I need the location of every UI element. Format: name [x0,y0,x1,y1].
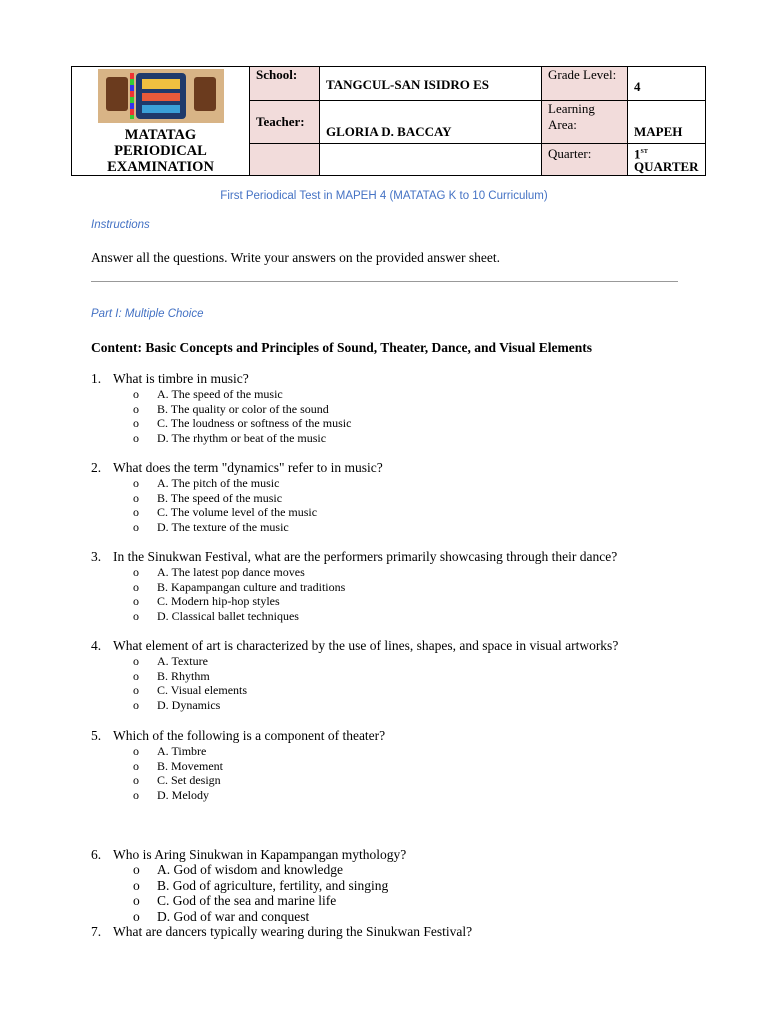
answer-option [91,594,751,609]
bullet-icon: o [133,609,139,624]
options-list [91,744,751,803]
answer-option [91,862,751,878]
bullet-icon: o [133,698,139,713]
question-number: 1. [91,371,102,386]
bullet-icon: o [133,668,139,683]
answer-option [91,698,751,713]
question-number: 2. [91,460,102,475]
test-title: First Periodical Test in MAPEH 4 (MATATAG K to 10 Curriculum) [220,190,548,202]
question-text: Which of the following is a component of theater? [113,728,386,743]
exam-header-table [71,66,706,176]
instructions-text: Answer all the questions. Write your answers on the provided answer sheet. [91,250,500,265]
option-text: D. God of war and conquest [157,908,310,924]
answer-option [91,878,751,894]
bullet-icon: o [133,908,140,924]
question-stem [91,924,751,939]
option-text: B. Movement [157,758,223,773]
answer-option [91,431,751,446]
exam-title: MATATAG PERIODICAL EXAMINATION [107,127,214,175]
question-stem [91,637,751,654]
option-text: D. Melody [157,788,209,803]
options-list [91,862,751,924]
option-text: C. Visual elements [157,683,248,698]
option-text: C. Modern hip-hop styles [157,594,280,609]
learning-area-label: Learning Area: [542,101,628,144]
question-stem [91,370,751,387]
bullet-icon: o [133,476,139,490]
bullet-icon: o [133,683,139,698]
answer-option [91,520,751,535]
answer-option [91,683,751,698]
answer-option [91,476,751,491]
option-text: C. God of the sea and marine life [157,893,337,908]
option-text: D. The texture of the music [157,520,289,535]
question-1 [91,370,751,446]
bullet-icon: o [133,520,139,535]
question-2 [91,459,751,535]
option-text: A. The speed of the music [157,387,283,401]
question-stem [91,548,751,565]
bullet-icon: o [133,877,140,893]
quarter-label: Quarter: [542,143,628,175]
question-stem [91,459,751,476]
options-list [91,387,751,446]
option-text: A. God of wisdom and knowledge [157,862,343,877]
question-number: 4. [91,638,102,653]
option-text: C. Set design [157,773,221,788]
bullet-icon: o [133,654,139,668]
answer-option [91,505,751,520]
question-text: What are dancers typically wearing during the Sinukwan Festival? [113,924,473,939]
answer-option [91,491,751,506]
option-text: C. The loudness or softness of the music [157,416,352,431]
bullet-icon: o [133,788,139,803]
answer-option [91,654,751,669]
bullet-icon: o [133,565,139,579]
answer-option [91,893,751,909]
bullet-icon: o [133,744,139,758]
answer-option [91,402,751,417]
bullet-icon: o [133,387,139,401]
answer-option [91,387,751,402]
option-text: B. The quality or color of the sound [157,401,329,416]
bullet-icon: o [133,862,140,877]
question-number: 3. [91,549,102,564]
deped-corner-logo [98,69,224,123]
question-text: What element of art is characterized by the use of lines, shapes, and space in visual artworks? [113,638,619,653]
option-text: B. Rhythm [157,668,210,683]
grade-label: Grade Level: [542,67,628,101]
question-7 [91,924,751,939]
answer-option [91,909,751,925]
bullet-icon: o [133,505,139,520]
option-text: D. Classical ballet techniques [157,609,299,624]
option-text: D. Dynamics [157,698,221,713]
bullet-icon: o [133,579,139,594]
question-4 [91,637,751,713]
option-text: A. The latest pop dance moves [157,565,305,579]
answer-option [91,759,751,774]
school-value: TANGCUL-SAN ISIDRO ES [320,67,542,101]
teacher-label: Teacher: [250,101,320,144]
empty-cell [320,143,542,175]
question-text: What is timbre in music? [113,371,249,386]
school-label: School: [250,67,320,101]
option-text: B. God of agriculture, fertility, and singing [157,877,389,893]
empty-pink-cell [250,143,320,175]
bullet-icon: o [133,431,139,446]
answer-option [91,773,751,788]
option-text: A. Texture [157,654,208,668]
question-6 [91,847,751,924]
answer-option [91,788,751,803]
question-number: 6. [91,847,102,862]
divider-line [91,281,678,282]
question-5 [91,727,751,803]
option-text: D. The rhythm or beat of the music [157,431,327,446]
answer-option [91,416,751,431]
question-number: 7. [91,924,102,939]
question-text: In the Sinukwan Festival, what are the performers primarily showcasing through their dance? [113,549,618,564]
teacher-value: GLORIA D. BACCAY [320,101,542,144]
grade-value: 4 [628,67,706,101]
option-text: B. Kapampangan culture and traditions [157,579,346,594]
answer-option [91,744,751,759]
quarter-value: 1ST QUARTER [628,143,706,175]
bullet-icon: o [133,594,139,609]
bullet-icon: o [133,758,139,773]
option-text: A. The pitch of the music [157,476,280,490]
options-list [91,565,751,624]
question-number: 5. [91,728,102,743]
bullet-icon: o [133,893,140,908]
answer-option [91,669,751,684]
bullet-icon: o [133,490,139,505]
option-text: C. The volume level of the music [157,505,318,520]
question-text: What does the term "dynamics" refer to in music? [113,460,383,475]
question-stem [91,727,751,744]
part-heading: Part I: Multiple Choice [91,308,204,320]
answer-option [91,580,751,595]
option-text: A. Timbre [157,744,207,758]
question-text: Who is Aring Sinukwan in Kapampangan mythology? [113,847,407,862]
option-text: B. The speed of the music [157,490,283,505]
bullet-icon: o [133,401,139,416]
question-stem [91,847,751,862]
bullet-icon: o [133,416,139,431]
answer-option [91,609,751,624]
logo-cell [72,67,250,176]
learning-area-value: MAPEH [628,101,706,144]
answer-option [91,565,751,580]
options-list [91,476,751,535]
options-list [91,654,751,713]
instructions-heading: Instructions [91,219,150,231]
content-heading: Content: Basic Concepts and Principles of Sound, Theater, Dance, and Visual Elements [91,340,593,355]
bullet-icon: o [133,773,139,788]
question-3 [91,548,751,624]
